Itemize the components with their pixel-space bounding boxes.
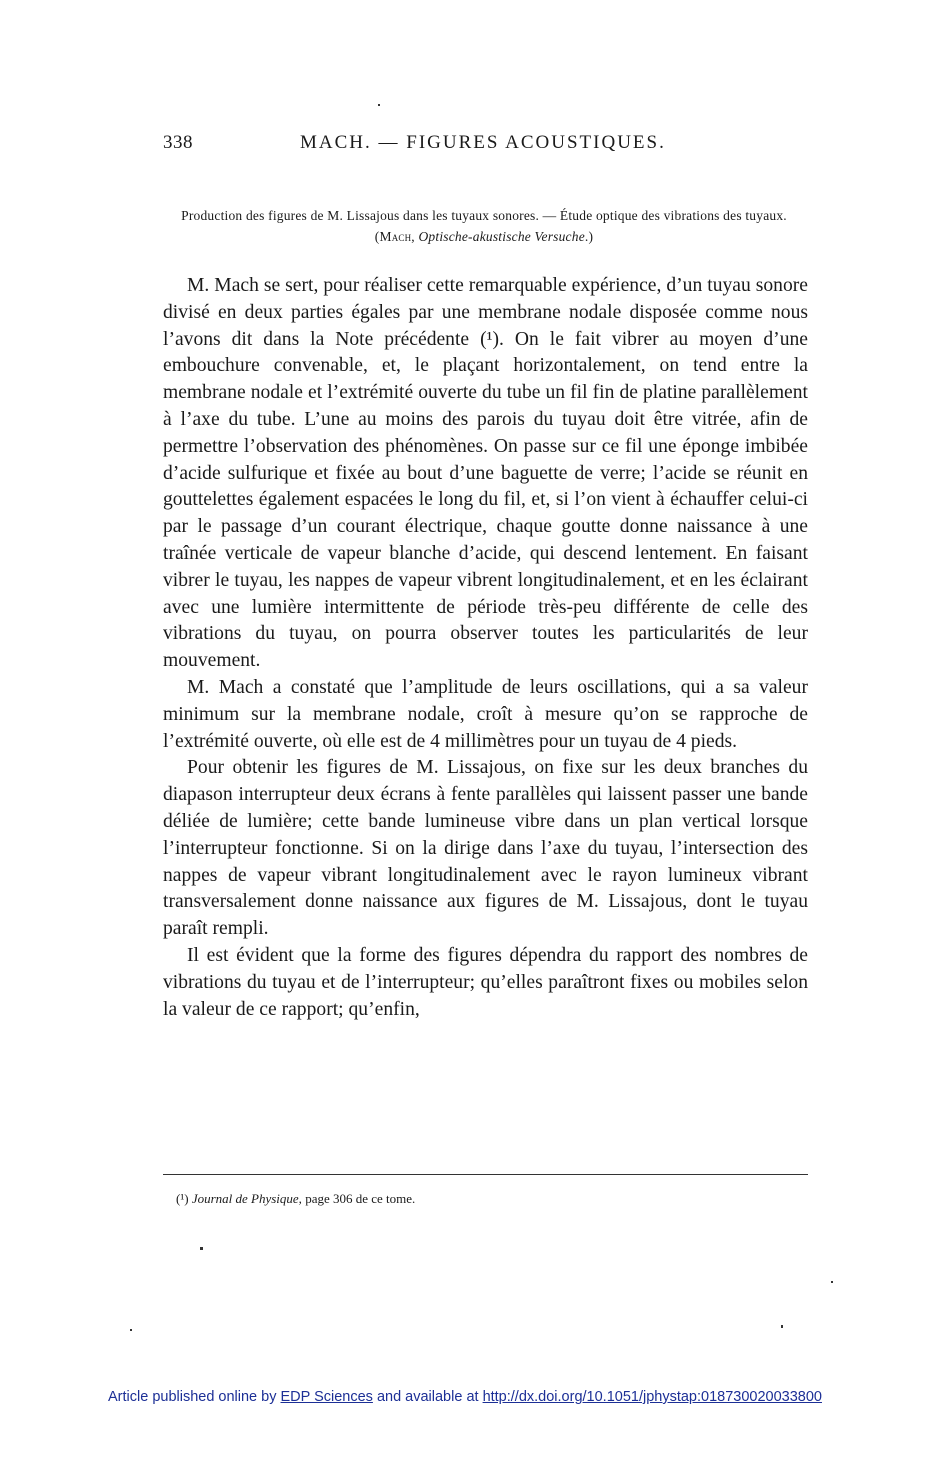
section-caption [160, 205, 808, 247]
scan-speck [831, 1281, 833, 1283]
caption-work-title: Optische-akustische Versuche [418, 229, 585, 244]
caption-close: .) [584, 229, 594, 244]
paragraph: M. Mach a constaté que l’amplitude de leurs oscillations, qui a sa valeur minimum sur la membrane nodale, croît à mesure qu’on se rapproche de l’extrémité ouverte, où elle est de 4 millimètres pour un tuyau de 4 pieds. [163, 676, 808, 752]
doi-link[interactable]: http://dx.doi.org/10.1051/jphystap:018730020033800 [482, 1389, 822, 1405]
scan-speck [781, 1325, 783, 1328]
footnote-journal: Journal de Physique, [191, 1191, 302, 1206]
publication-banner [0, 1389, 930, 1405]
page-number: 338 [163, 132, 193, 153]
scan-speck [200, 1247, 203, 1250]
scan-speck [378, 104, 380, 106]
banner-prefix: Article published online by [108, 1389, 277, 1405]
paragraph: Pour obtenir les figures de M. Lissajous, on fixe sur les deux branches du diapason interrupteur deux écrans à fente parallèles qui laissent passer une bande déliée de lumière; cette bande lumineuse vibre dans un plan vertical lorsque l’interrupteur fonctionne. Si on la dirige dans l’axe du tuyau, l’intersection des nappes de vapeur vibrant longitudinalement avec le rayon lumineux vibrant transversalement donne naissance aux figures de M. Lissajous, dont le tuyau paraît rempli. [163, 757, 808, 940]
page-header [163, 132, 808, 162]
publisher-link[interactable]: EDP Sciences [280, 1389, 373, 1405]
running-title: MACH. — FIGURES ACOUSTIQUES. [300, 132, 666, 153]
body-text [163, 273, 808, 1023]
paragraph: Il est évident que la forme des figures dépendra du rapport des nombres de vibrations du tuyau et de l’interrupteur; qu’elles paraîtront fixes ou mobiles selon la valeur de ce rapport; qu’enfin, [163, 944, 808, 1020]
footnote-marker: (¹) [176, 1191, 189, 1206]
caption-lead: Production des figures de M. Lissajous dans les tuyaux sonores. — Étude optique des vibrations des tuyaux. ( [181, 208, 787, 244]
footnote [176, 1190, 796, 1208]
footnote-text: page 306 de ce tome. [305, 1191, 416, 1206]
scan-speck [130, 1329, 132, 1331]
footnote-divider [163, 1174, 808, 1175]
banner-middle: and available at [376, 1389, 479, 1405]
caption-author: Mach, [379, 229, 415, 244]
paragraph: M. Mach se sert, pour réaliser cette remarquable expérience, d’un tuyau sonore divisé en deux parties égales par une membrane nodale disposée comme nous l’avons dit dans la Note précédente (¹). On le fait vibrer au moyen d’une embouchure convenable, et, le plaçant horizontalement, on tend entre la membrane nodale et l’extrémité ouverte du tube un fil fin de platine parallèlement à l’axe du tube. L’une au moins des parois du tuyau doit être vitrée, afin de permettre l’observation des phénomènes. On passe sur ce fil une éponge imbibée d’acide sulfurique et fixée au bout d’une baguette de verre; l’acide se réunit en gouttelettes également espacées le long du fil, et, si l’on vient à échauffer celui-ci par le passage d’un courant électrique, chaque goutte donne naissance à une traînée verticale de vapeur blanche d’acide, qui descend lentement. En faisant vibrer le tuyau, les nappes de vapeur vibrent longitudinalement, et en les éclairant avec une lumière intermittente de période très-peu différente de celle des vibrations du tuyau, on pourra observer toutes les particularités de leur mouvement. [163, 275, 808, 672]
